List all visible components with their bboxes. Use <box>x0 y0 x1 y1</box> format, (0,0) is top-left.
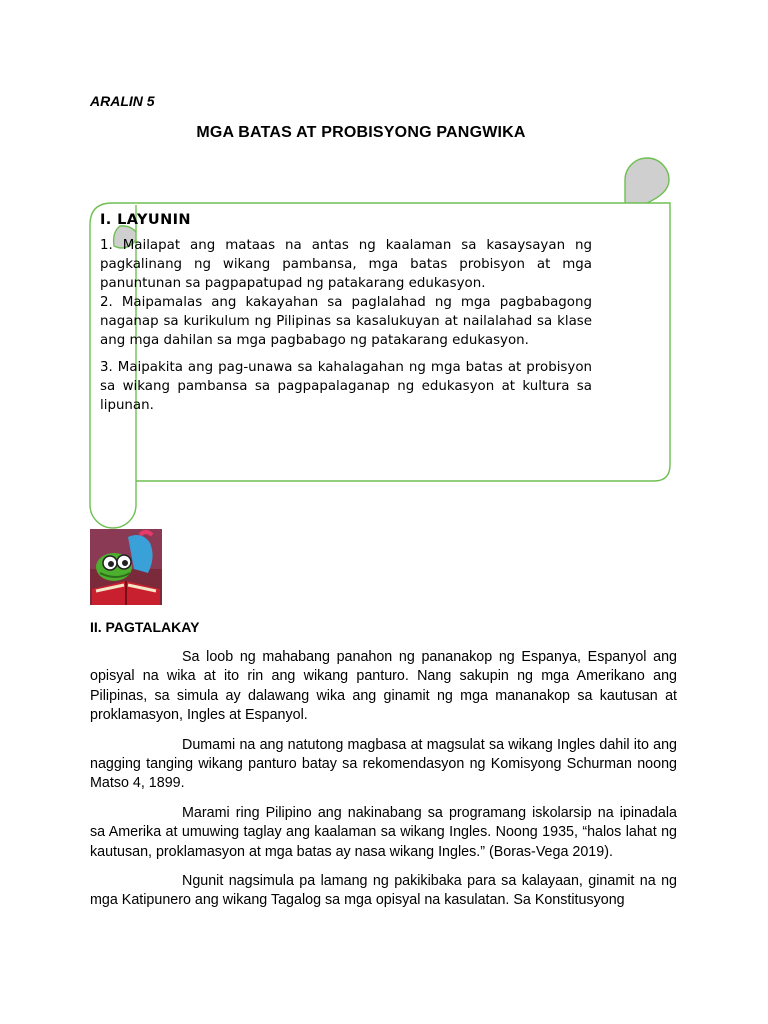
lesson-title: MGA BATAS AT PROBISYONG PANGWIKA <box>196 124 526 141</box>
lesson-number: ARALIN 5 <box>90 93 155 109</box>
discussion-heading: II. PAGTALAKAY <box>90 619 200 635</box>
reading-dinosaur-mascot-icon <box>90 529 162 605</box>
objective-item: 3. Maipakita ang pag-unawa sa kahalagahan ng mga batas at probisyon sa wikang pambansa sa pagpapalaganap ng edukasyon at kultura sa lipunan. <box>100 360 592 413</box>
discussion-paragraph: Sa loob ng mahabang panahon ng pananakop ng Espanya, Espanyol ang opisyal na wika at ito rin ang wikang panturo. Nang sakupin ng mga Amerikano ang Pilipinas, sa simula ay dalawang wika ang ginamit ng mga mananakop sa kautusan at proklamasyon, Ingles at Espanyol. <box>90 649 677 724</box>
objectives-section <box>100 211 592 415</box>
discussion-body <box>90 648 677 921</box>
scroll-curl-top <box>625 158 669 203</box>
discussion-paragraph: Dumami na ang natutong magbasa at magsulat sa wikang Ingles dahil ito ang nagging tanging wikang panturo batay sa rekomendasyon ng Komisyong Schurman noong Matso 4, 1899. <box>90 736 677 792</box>
discussion-paragraph: Ngunit nagsimula pa lamang ng pakikibaka para sa kalayaan, ginamit na ng mga Katipunero ang wikang Tagalog sa mga opisyal na kasulatan. Sa Konstitusyong <box>90 873 677 909</box>
discussion-paragraph: Marami ring Pilipino ang nakinabang sa programang iskolarsip na ipinadala sa Amerika at umuwing taglay ang kaalaman sa wikang Ingles. Noong 1935, “halos lahat ng kautusan, proklamasyon at mga batas ay nasa wikang Ingles.” (Boras-Vega 2019). <box>90 804 677 860</box>
objectives-heading: I. LAYUNIN <box>100 212 191 228</box>
objective-item: 1. Mailapat ang mataas na antas ng kaalaman sa kasaysayan ng pagkalinang ng wikang pambansa, mga batas probisyon at mga panuntunan sa pagpapatupad ng patakarang edukasyon. <box>100 238 592 291</box>
objective-item: 2. Maipamalas ang kakayahan sa paglalahad ng mga pagbabagong naganap sa kurikulum ng Pilipinas sa kasalukuyan at nailalahad sa klase ang mga dahilan sa mga pagbabago ng patakarang edukasyon. <box>100 295 592 348</box>
